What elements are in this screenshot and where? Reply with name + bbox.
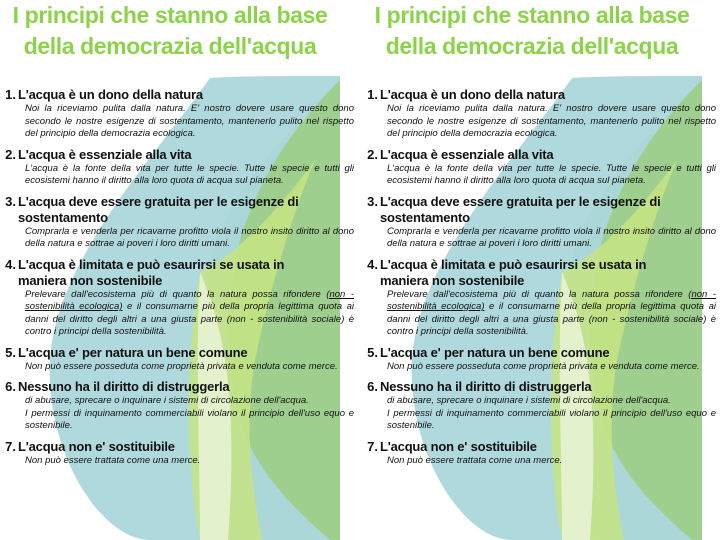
poster-left — [0, 0, 358, 540]
principle-number: 6. — [367, 379, 378, 394]
principle-number: 7. — [367, 438, 378, 454]
principle-paragraph — [25, 289, 354, 339]
principle-number: 1. — [367, 87, 378, 102]
principle-item — [362, 345, 718, 374]
principle-body — [25, 163, 356, 188]
principles-list — [362, 87, 718, 473]
principle-number: 5. — [5, 344, 16, 360]
principle-heading: L'acqua non e' sostituibile — [18, 438, 175, 454]
page-title — [0, 0, 340, 62]
principle-body — [25, 361, 356, 374]
principle-number: 3. — [367, 193, 378, 209]
principle-heading: L'acqua è essenziale alla vita — [18, 146, 192, 162]
principle-item — [362, 439, 718, 468]
principle-paragraph: Non può essere trattata come una merce. — [387, 454, 563, 466]
principle-heading: L'acqua è limitata e può esaurirsi se usata in maniera non sostenibile — [380, 256, 647, 288]
principle-paragraph: Comprarla e venderla per ricavarne profitto viola il nostro insito diritto al dono della natura e sottrae ai poveri i loro diritti umani. — [387, 225, 716, 249]
page-title — [362, 0, 702, 62]
principles-list — [0, 87, 356, 473]
principle-paragraph: Comprarla e venderla per ricavarne profitto viola il nostro insito diritto al dono della natura e sottrae ai poveri i loro diritti umani. — [25, 225, 354, 249]
principle-number: 2. — [367, 146, 378, 162]
principle-body — [387, 361, 718, 374]
principle-body — [25, 226, 356, 251]
principle-body — [387, 103, 718, 141]
principle-item — [362, 257, 718, 339]
title-line2: della democrazia dell'acqua — [385, 33, 679, 59]
poster-right — [362, 0, 720, 540]
principle-heading: L'acqua è un dono della natura — [18, 87, 203, 102]
principle-item — [362, 379, 718, 433]
principle-heading: Nessuno ha il diritto di distruggerla — [18, 379, 230, 394]
principle-item — [0, 345, 356, 374]
title-line2: della democrazia dell'acqua — [23, 33, 317, 59]
principle-heading: L'acqua è limitata e può esaurirsi se usata in maniera non sostenibile — [18, 256, 285, 288]
principle-body — [387, 226, 718, 251]
principle-heading: L'acqua deve essere gratuita per le esigenze di sostentamento — [380, 193, 661, 225]
principle-body — [387, 289, 718, 339]
principle-body — [25, 289, 356, 339]
principle-number: 5. — [367, 344, 378, 360]
principle-paragraph: I permessi di inquinamento commerciabili violano il principio dell'uso equo e sostenibile. — [387, 407, 716, 431]
principle-item — [0, 147, 356, 188]
principle-number: 1. — [5, 87, 16, 102]
principle-number: 2. — [5, 146, 16, 162]
principle-number: 4. — [367, 256, 378, 272]
underlined-term: (non - sostenibilità ecologica) — [387, 288, 716, 312]
principle-item — [0, 194, 356, 251]
principle-heading: L'acqua e' per natura un bene comune — [18, 344, 248, 360]
principle-body — [387, 455, 718, 468]
principle-body — [387, 163, 718, 188]
principle-item — [0, 379, 356, 433]
principle-paragraph: Non può essere posseduta come proprietà privata e venduta come merce. — [387, 360, 700, 372]
principle-body — [25, 455, 356, 468]
principle-item — [0, 257, 356, 339]
principle-item — [362, 194, 718, 251]
principle-paragraph: Non può essere posseduta come proprietà privata e venduta come merce. — [25, 360, 338, 372]
principle-heading: L'acqua e' per natura un bene comune — [380, 344, 610, 360]
principle-paragraph — [387, 289, 716, 339]
principle-item — [0, 87, 356, 141]
principle-heading: L'acqua deve essere gratuita per le esigenze di sostentamento — [18, 193, 299, 225]
title-line1: I principi che stanno alla base — [12, 2, 328, 28]
principle-number: 4. — [5, 256, 16, 272]
paragraph-text: e il consumarne più della propria legittima quota ai danni del diritto degli altri a una giusta parte (non - sostenibilità sociale) è contro i principi della sostenibilità. — [25, 301, 354, 337]
principle-paragraph: di abusare, sprecare o inquinare i sistemi di circolazione dell'acqua. — [387, 395, 671, 406]
principle-heading: Nessuno ha il diritto di distruggerla — [380, 379, 592, 394]
principle-item — [362, 147, 718, 188]
principle-number: 7. — [5, 438, 16, 454]
principle-item — [362, 87, 718, 141]
paragraph-text: Prelevare dall'ecosistema più di quanto la natura possa rifondere — [387, 288, 689, 300]
principle-body — [25, 103, 356, 141]
paragraph-text: e il consumarne più della propria legittima quota ai danni del diritto degli altri a una giusta parte (non - sostenibilità sociale) è contro i principi della sostenibilità. — [387, 301, 716, 337]
principle-heading: L'acqua è essenziale alla vita — [380, 146, 554, 162]
principle-body — [25, 395, 356, 433]
paragraph-text: Prelevare dall'ecosistema più di quanto la natura possa rifondere — [25, 288, 327, 300]
principle-number: 6. — [5, 379, 16, 394]
principle-heading: L'acqua non e' sostituibile — [380, 438, 537, 454]
principle-paragraph: Noi la riceviamo pulita dalla natura. E' nostro dovere usare questo dono secondo le nostre esigenze di sostentamento, mantenerlo pulito nel rispetto del principio della democrazia ecologica. — [25, 103, 354, 139]
principle-paragraph: di abusare, sprecare o inquinare i sistemi di circolazione dell'acqua. — [25, 395, 309, 406]
principle-paragraph: L'acqua è la fonte della vita per tutte le specie. Tutte le specie e tutti gli ecosistemi hanno il diritto alla loro quota di acqua sul pianeta. — [387, 162, 716, 186]
principle-heading: L'acqua è un dono della natura — [380, 87, 565, 102]
principle-paragraph: I permessi di inquinamento commerciabili violano il principio dell'uso equo e sostenibile. — [25, 407, 354, 431]
principle-body — [387, 395, 718, 433]
principle-paragraph: Noi la riceviamo pulita dalla natura. E' nostro dovere usare questo dono secondo le nostre esigenze di sostentamento, mantenerlo pulito nel rispetto del principio della democrazia ecologica. — [387, 103, 716, 139]
underlined-term: (non - sostenibilità ecologica) — [25, 288, 354, 312]
principle-item — [0, 439, 356, 468]
principle-paragraph: Non può essere trattata come una merce. — [25, 454, 201, 466]
title-line1: I principi che stanno alla base — [374, 2, 690, 28]
principle-paragraph: L'acqua è la fonte della vita per tutte le specie. Tutte le specie e tutti gli ecosistemi hanno il diritto alla loro quota di acqua sul pianeta. — [25, 162, 354, 186]
principle-number: 3. — [5, 193, 16, 209]
